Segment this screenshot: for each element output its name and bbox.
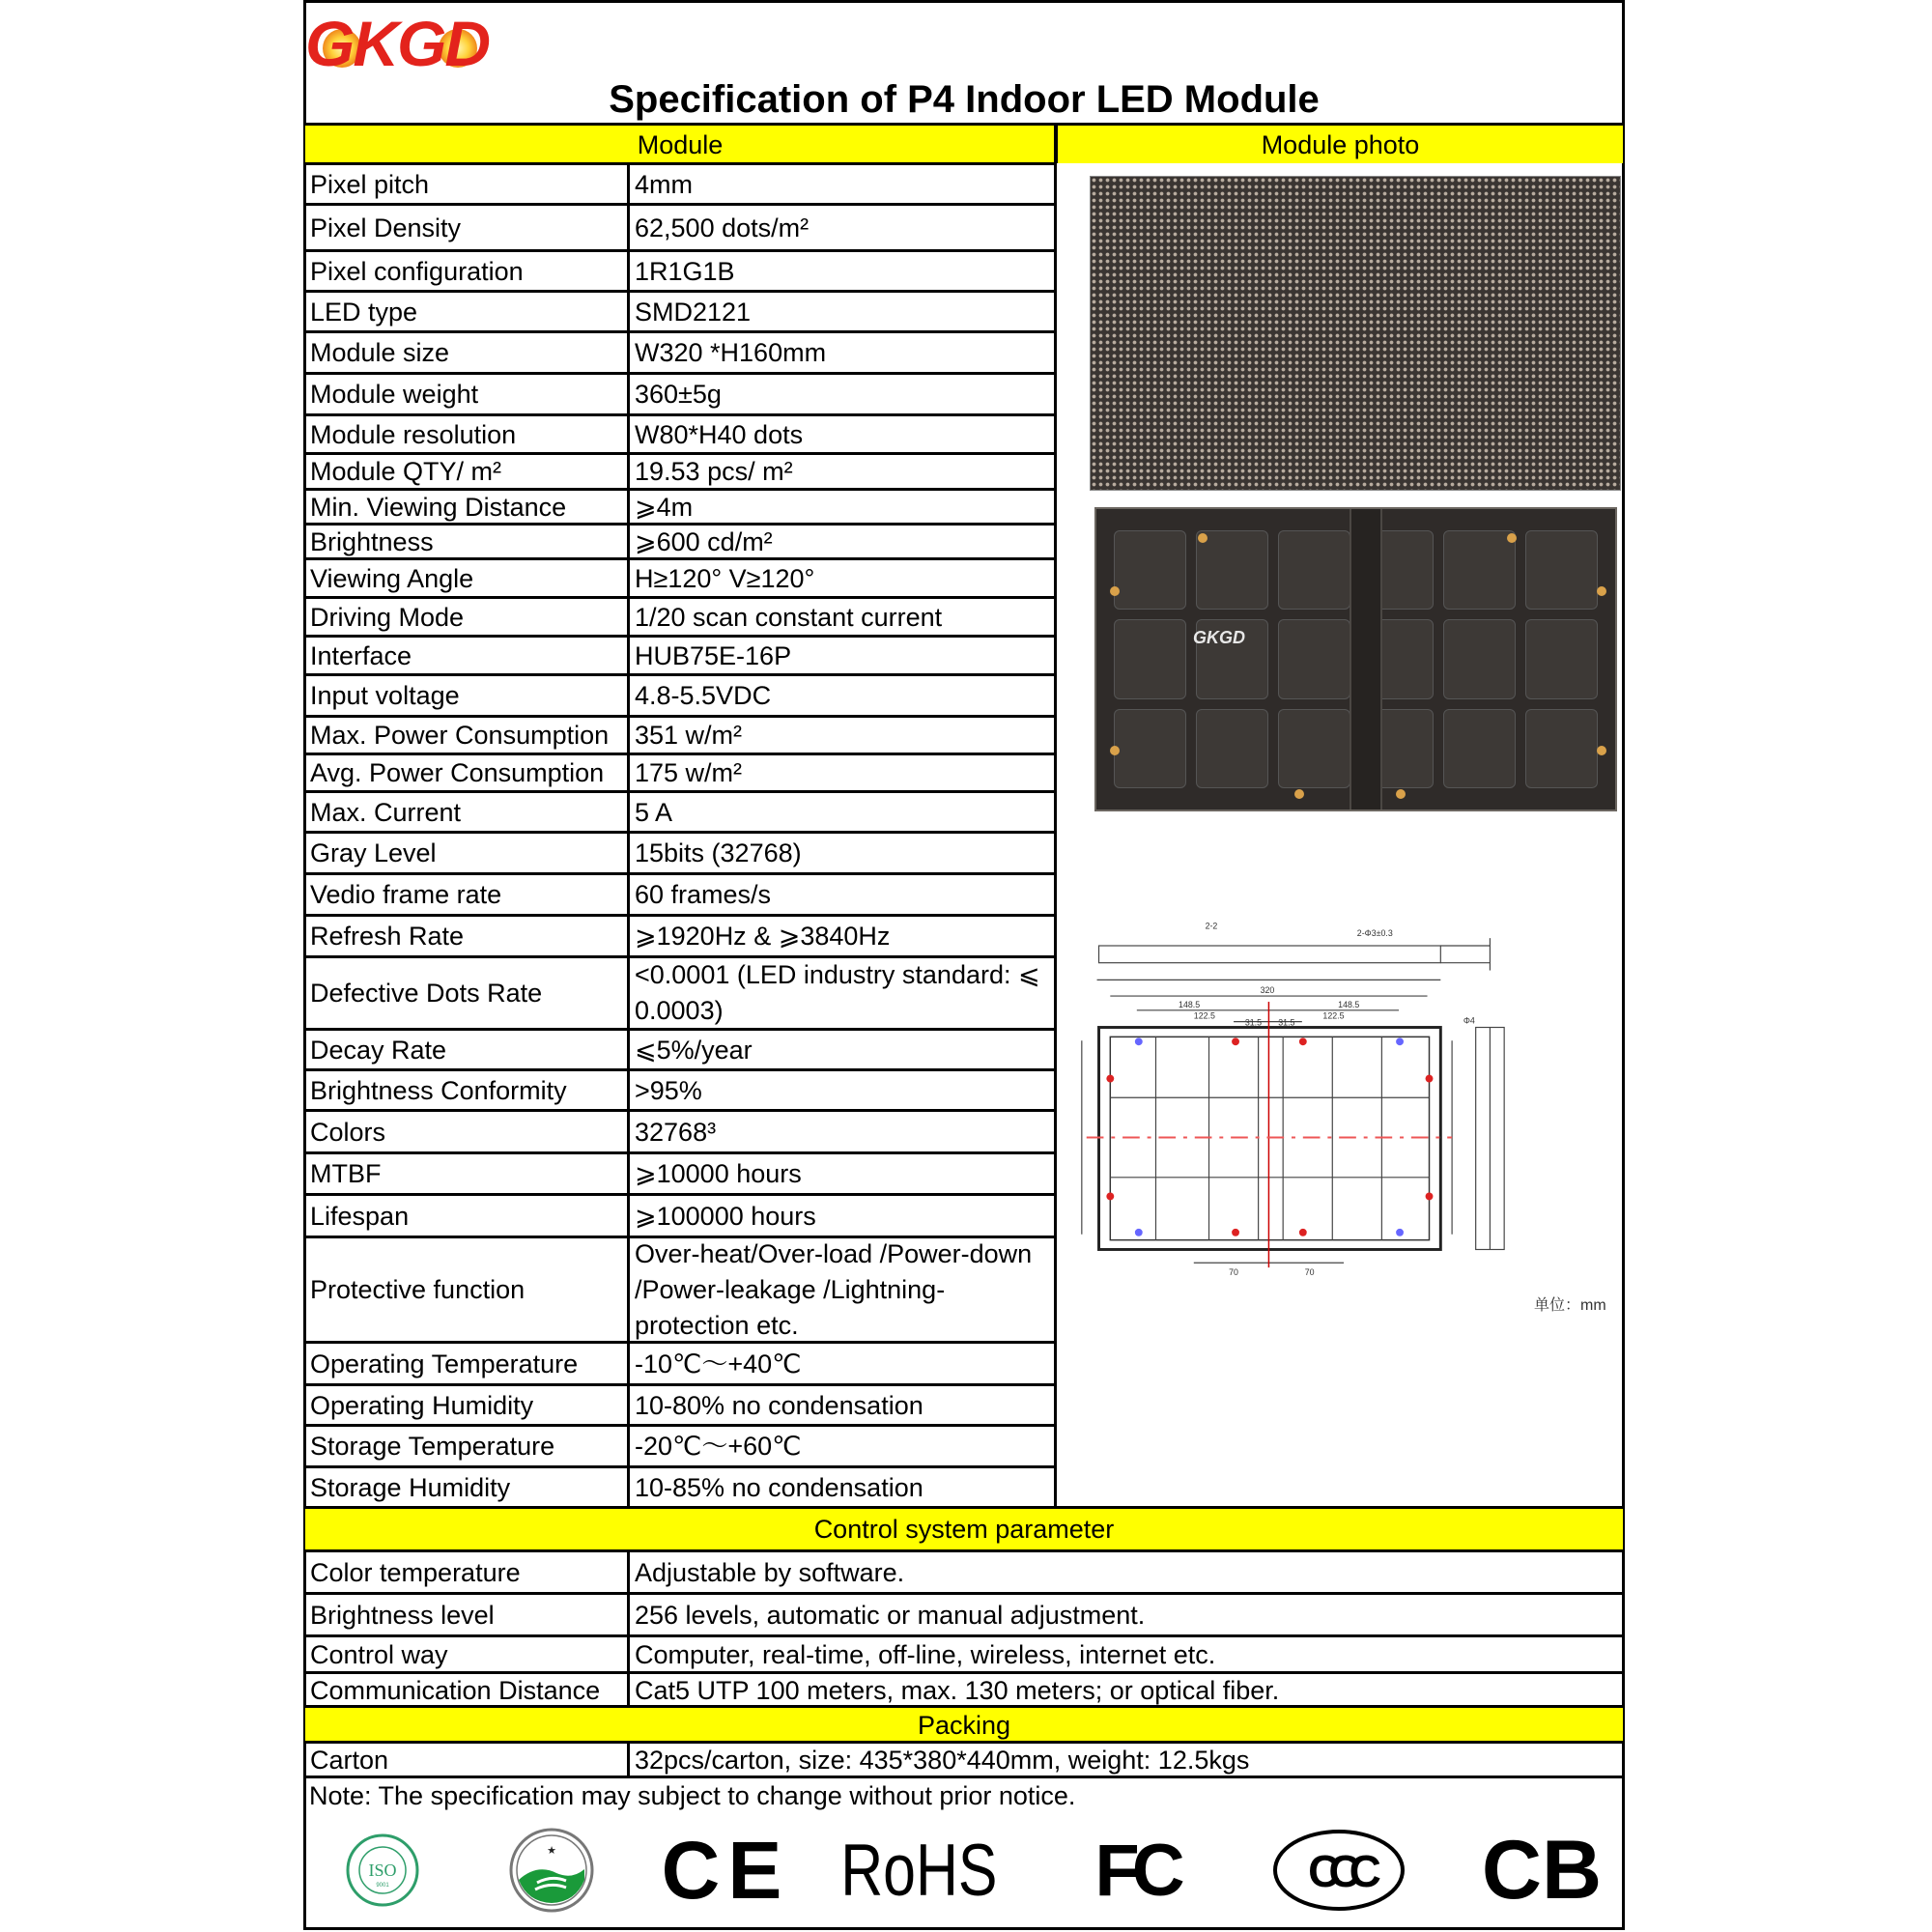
back-brand-label: GKGD	[1193, 628, 1245, 647]
spec-label: Storage Humidity	[310, 1473, 511, 1502]
cb-mark-icon: CB	[1481, 1823, 1603, 1917]
spec-value: 256 levels, automatic or manual adjustment.	[635, 1600, 1146, 1630]
table-row	[305, 914, 1055, 955]
table-row	[305, 1741, 1623, 1776]
module-header: Module	[637, 129, 724, 159]
svg-text:70: 70	[1229, 1267, 1238, 1278]
table-row	[305, 673, 1055, 715]
spec-label: Refresh Rate	[310, 922, 465, 951]
spec-label: Driving Mode	[310, 602, 465, 632]
certification-logos	[305, 1822, 1623, 1918]
control-header-row	[305, 1506, 1623, 1549]
led-module-front-photo	[1090, 176, 1621, 491]
fcc-mark-icon: FC	[1094, 1829, 1178, 1912]
table-row	[305, 1383, 1055, 1424]
column-divider	[627, 1742, 630, 1776]
column-divider	[627, 162, 630, 1507]
spec-value: 175 w/m²	[635, 758, 743, 787]
svg-text:122.5: 122.5	[1322, 1010, 1345, 1021]
table-row	[305, 1592, 1623, 1634]
spec-value: Over-heat/Over-load /Power-down /Power-leakage /Lightning-protection etc.	[635, 1238, 1033, 1340]
table-row	[305, 1549, 1623, 1592]
spec-label: Module resolution	[310, 419, 517, 449]
table-row	[305, 753, 1055, 790]
brand-logo	[305, 8, 489, 79]
table-row	[305, 290, 1055, 330]
led-module-back-photo	[1094, 507, 1617, 811]
packing-header: Packing	[917, 1710, 1011, 1740]
svg-text:320: 320	[1260, 985, 1275, 996]
svg-text:70: 70	[1304, 1267, 1315, 1278]
table-row	[305, 1193, 1055, 1236]
spec-label: Storage Temperature	[310, 1432, 555, 1461]
disclaimer-note: Note: The specification may subject to change without prior notice.	[309, 1781, 1076, 1810]
svg-text:★: ★	[547, 1845, 556, 1857]
svg-text:2-Φ3±0.3: 2-Φ3±0.3	[1356, 928, 1393, 939]
spec-label: Max. Current	[310, 797, 462, 827]
spec-label: Brightness	[310, 526, 434, 556]
spec-value: H≥120° V≥120°	[635, 563, 815, 593]
spec-label: Brightness Conformity	[310, 1075, 567, 1105]
module-header-row	[305, 123, 1623, 163]
spec-value: ⩾1920Hz & ⩾3840Hz	[635, 922, 891, 951]
svg-text:122.5: 122.5	[1193, 1010, 1215, 1021]
column-divider	[627, 1549, 630, 1705]
table-row	[305, 635, 1055, 673]
spec-value: Adjustable by software.	[635, 1557, 905, 1587]
spec-value: 360±5g	[635, 380, 722, 409]
svg-text:31.5: 31.5	[1278, 1017, 1295, 1028]
spec-value: ⩾10000 hours	[635, 1159, 802, 1188]
spec-value: 1/20 scan constant current	[635, 602, 943, 632]
page-title: Specification of P4 Indoor LED Module	[609, 78, 1320, 121]
screw-icon	[1198, 533, 1208, 543]
table-row	[305, 488, 1055, 523]
spec-value: 4.8-5.5VDC	[635, 681, 772, 710]
spec-label: Colors	[310, 1117, 386, 1147]
unit-label: 单位：mm	[1534, 1297, 1606, 1314]
svg-text:Φ4: Φ4	[1463, 1015, 1475, 1026]
table-row	[305, 203, 1055, 249]
spec-label: Avg. Power Consumption	[310, 758, 605, 787]
spec-label: Operating Temperature	[310, 1349, 579, 1378]
svg-text:2-2: 2-2	[1205, 921, 1218, 931]
spec-value: 5 A	[635, 797, 673, 827]
spec-value: ⩾100000 hours	[635, 1201, 816, 1231]
table-row	[305, 372, 1055, 413]
table-row	[305, 1671, 1623, 1706]
spec-label: Vedio frame rate	[310, 880, 502, 909]
svg-text:CCC: CCC	[1308, 1846, 1370, 1896]
module-photo-header: Module photo	[1055, 126, 1623, 163]
dimension-drawing	[1072, 908, 1623, 1314]
spec-label: Protective function	[310, 1275, 526, 1304]
spec-value: <0.0001 (LED industry standard: ⩽ 0.0003)	[635, 960, 1040, 1025]
spec-label: Defective Dots Rate	[310, 979, 543, 1008]
spec-label: Interface	[310, 640, 412, 670]
svg-text:148.5: 148.5	[1179, 999, 1201, 1009]
control-header: Control system parameter	[813, 1515, 1115, 1544]
spec-value: 32768³	[635, 1117, 717, 1147]
table-row	[305, 831, 1055, 872]
table-row	[305, 557, 1055, 596]
spec-value: >95%	[635, 1075, 702, 1105]
spec-label: Carton	[310, 1746, 389, 1775]
table-row	[305, 1109, 1055, 1151]
table-row	[305, 249, 1055, 290]
spec-label: Input voltage	[310, 681, 460, 710]
spec-label: Gray Level	[310, 838, 437, 867]
spec-value: 4mm	[635, 169, 693, 199]
spec-value: HUB75E-16P	[635, 640, 792, 670]
svg-text:31.5: 31.5	[1244, 1017, 1263, 1028]
screw-icon	[1110, 586, 1120, 596]
ce-mark-icon: CE	[661, 1824, 790, 1916]
spec-label: Module size	[310, 338, 450, 367]
spec-value: 10-80% no condensation	[635, 1390, 923, 1420]
table-row	[305, 1465, 1055, 1507]
spec-label: Decay Rate	[310, 1035, 447, 1065]
spec-value: -20℃～+60℃	[635, 1432, 802, 1461]
screw-icon	[1597, 746, 1606, 755]
spec-value: 351 w/m²	[635, 721, 743, 750]
table-row	[305, 162, 1055, 203]
ccc-mark-icon	[1271, 1822, 1406, 1918]
table-row	[305, 1236, 1055, 1341]
svg-text:ISO: ISO	[368, 1861, 397, 1880]
spec-value: 10-85% no condensation	[635, 1473, 923, 1502]
rohs-mark-icon: RoHS	[839, 1829, 998, 1912]
spec-label: Min. Viewing Distance	[310, 492, 567, 522]
spec-label: Operating Humidity	[310, 1390, 534, 1420]
table-row	[305, 452, 1055, 488]
svg-text:148.5: 148.5	[1338, 999, 1360, 1009]
spec-value: 15bits (32768)	[635, 838, 802, 867]
table-row	[305, 523, 1055, 557]
spec-value: Cat5 UTP 100 meters, max. 130 meters; or optical fiber.	[635, 1675, 1280, 1705]
svg-text:9001: 9001	[376, 1883, 389, 1889]
spec-value: Computer, real-time, off-line, wireless, internet etc.	[635, 1639, 1216, 1669]
table-row	[305, 790, 1055, 831]
spec-value: W320 *H160mm	[635, 338, 827, 367]
spec-value: 62,500 dots/m²	[635, 213, 810, 242]
spec-value: 60 frames/s	[635, 880, 772, 909]
table-row	[305, 1424, 1055, 1465]
spec-label: LED type	[310, 297, 418, 327]
spec-label: Module weight	[310, 380, 479, 409]
packing-header-row	[305, 1705, 1623, 1742]
spec-value: SMD2121	[635, 297, 752, 327]
table-row	[305, 413, 1055, 452]
table-row	[305, 955, 1055, 1028]
table-row	[305, 1068, 1055, 1109]
spec-label: Brightness level	[310, 1600, 495, 1630]
spec-label: Module QTY/ m²	[310, 457, 502, 486]
table-row	[305, 1634, 1623, 1671]
spec-label: Max. Power Consumption	[310, 721, 610, 750]
spec-value: 32pcs/carton, size: 435*380*440mm, weight: 12.5kgs	[635, 1746, 1250, 1775]
spec-value: W80*H40 dots	[635, 419, 804, 449]
column-divider	[1054, 123, 1057, 1507]
spec-label: Communication Distance	[310, 1675, 601, 1705]
table-row	[305, 1028, 1055, 1068]
table-row	[305, 1151, 1055, 1193]
screw-icon	[1597, 586, 1606, 596]
screw-icon	[1507, 533, 1517, 543]
screw-icon	[1110, 746, 1120, 755]
china-environmental-label-icon	[508, 1822, 595, 1918]
center-spine	[1350, 509, 1382, 810]
iso-logo-icon	[344, 1822, 421, 1918]
screw-icon	[1396, 789, 1406, 799]
spec-value: 1R1G1B	[635, 256, 735, 286]
table-row	[305, 596, 1055, 635]
spec-label: Pixel Density	[310, 213, 462, 242]
spec-label: Pixel configuration	[310, 256, 524, 286]
screw-icon	[1294, 789, 1304, 799]
table-row	[305, 872, 1055, 914]
spec-label: Lifespan	[310, 1201, 410, 1231]
table-row	[305, 715, 1055, 753]
spec-value: ⩽5%/year	[635, 1035, 753, 1065]
table-row	[305, 1341, 1055, 1383]
spec-value: ⩾600 cd/m²	[635, 526, 773, 556]
spec-value: -10℃～+40℃	[635, 1349, 802, 1378]
spec-label: Control way	[310, 1639, 448, 1669]
spec-label: Pixel pitch	[310, 169, 430, 199]
table-row	[305, 330, 1055, 372]
spec-value: 19.53 pcs/ m²	[635, 457, 793, 486]
brand-name: GKGD	[305, 8, 489, 79]
spec-label: Viewing Angle	[310, 563, 474, 593]
divider	[305, 1776, 1623, 1778]
spec-label: MTBF	[310, 1159, 382, 1188]
spec-label: Color temperature	[310, 1557, 521, 1587]
spec-value: ⩾4m	[635, 492, 694, 522]
